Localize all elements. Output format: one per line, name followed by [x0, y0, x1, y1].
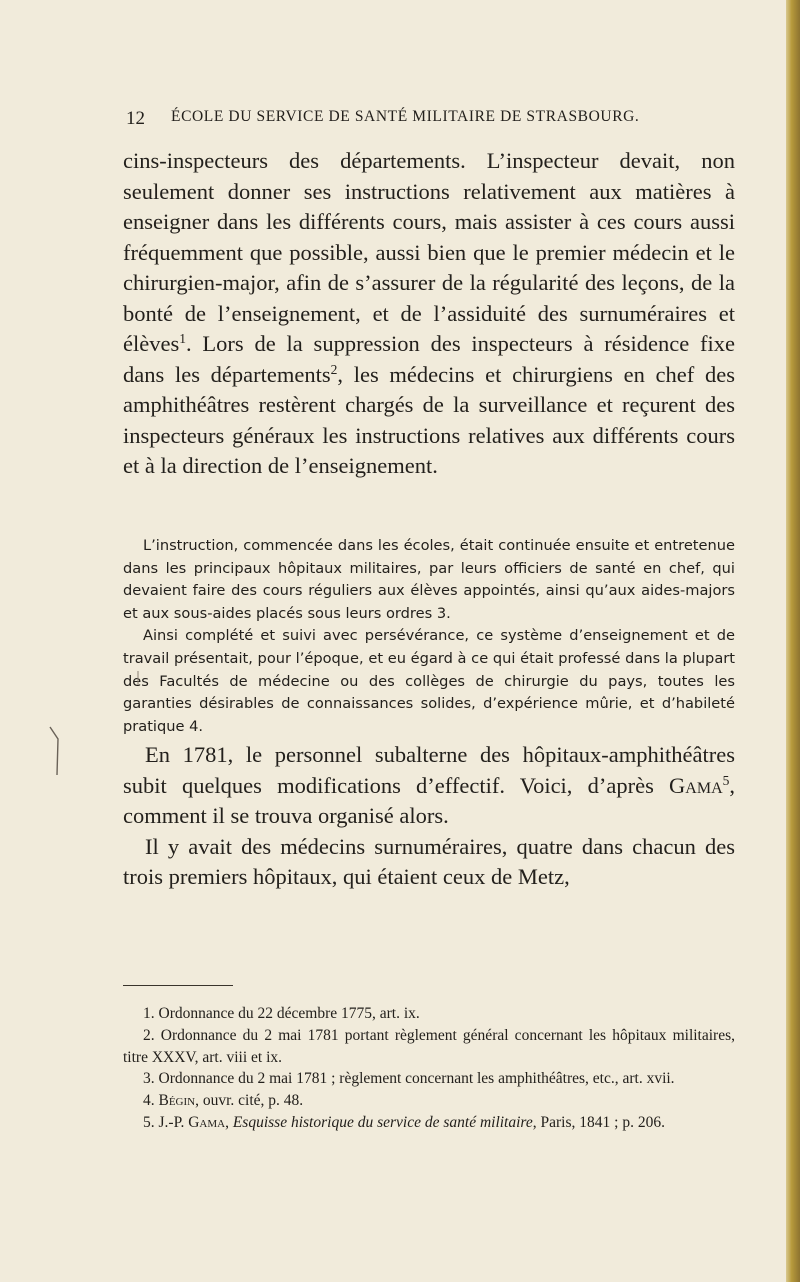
paragraph-text: . Lors de la suppression des inspecteurs à résidence fixe dans les départements — [123, 331, 735, 387]
footnote-1: 1. Ordonnance du 22 décembre 1775, art. ix. — [143, 1005, 420, 1022]
footnote-ref-4[interactable]: 4 — [189, 717, 199, 735]
footnote-2: 2. Ordonnance du 2 mai 1781 portant règlement général concernant les hôpitaux militaires, titre XXXV, art. viii et ix. — [123, 1026, 735, 1066]
page-number: 12 — [126, 108, 145, 129]
footnote-4: 4. Bégin, ouvr. cité, p. 48. — [143, 1092, 304, 1110]
pencil-tick-mark — [136, 671, 140, 685]
main-paragraph-1 — [123, 146, 735, 482]
small-print-block: L’instruction, commencée dans les écoles, était continuée ensuite et entretenue dans les principaux hôpitaux militaires, par leurs officiers de santé en chef, qui devaient faire des cours réguliers aux élèves appointés, ainsi qu’aux aides-majors et aux sous-aides placés sous leurs ordres 3. Ainsi complété et suivi avec persévérance, ce système d’enseignement et de travail présentait, pour l’époque, et eu égard à ce qui était professé dans la plupart des Facultés de médecine ou des collèges de chirurgie du pays, toutes les garanties désirables de connaissances solides, d’expérience mûrie, et d’habileté pratique 4. — [123, 537, 735, 735]
small-print-paragraph-2: Ainsi complété et suivi avec persévérance, ce système d’enseignement et de travail présentait, pour l’époque, et eu égard à ce qui était professé dans la plupart des Facultés de médecine ou des collèges de chirurgie du pays, toutes les garanties désirables de connaissances solides, d’expérience mûrie, et d’habileté pratique — [123, 627, 735, 735]
footnote-ref-2[interactable]: 2 — [330, 361, 338, 377]
footnote-separator — [123, 985, 233, 986]
small-print-paragraph-1: L’instruction, commencée dans les écoles, était continuée ensuite et entretenue dans les principaux hôpitaux militaires, par leurs officiers de santé en chef, qui devaient faire des cours réguliers aux élèves appointés, ainsi qu’aux aides-majors et aux sous-aides placés sous leurs ordres — [123, 537, 735, 622]
paragraph-text: En 1781, le personnel subalterne des hôpitaux-amphithéâtres subit quelques modifications d’effectif. Voici, d’après — [123, 742, 735, 798]
page-gutter-edge — [786, 0, 800, 1282]
footnotes — [123, 1003, 735, 1134]
footnote-3: 3. Ordonnance du 2 mai 1781 ; règlement concernant les amphithéâtres, etc., art. xvii. — [143, 1070, 675, 1088]
main-paragraphs-2 — [123, 740, 735, 893]
footnote-ref-1[interactable]: 1 — [179, 330, 186, 346]
paragraph-text: Il y avait des médecins surnuméraires, quatre dans chacun des trois premiers hôpitaux, qui étaient ceux de Metz, — [123, 833, 735, 890]
footnote-5: 5. J.-P. Gama, Esquisse historique du service de santé militaire, Paris, 1841 ; p. 206. — [143, 1113, 665, 1131]
paragraph-text: , les médecins et chirurgiens en chef des amphithéâtres restèrent chargés de la surveillance et reçurent des inspecteurs généraux les instructions relatives aux différents cours et à la direction de l’enseignement. — [123, 361, 735, 478]
paragraph-text: , comment il se trouva organisé alors. — [123, 772, 736, 829]
paragraph-text: cins-inspecteurs des départements. L’inspecteur devait, non seulement donner ses instructions relativement aux matières à enseigner dans les différents cours, mais assister à ces cours aussi fréquemment que possible, aussi bien que le premier médecin et le chirurgien-major, afin de s’assurer de la régularité des leçons, de la bonté de l’enseignement, et de l’assiduité des surnuméraires et élèves — [123, 148, 735, 356]
running-title: ÉCOLE DU SERVICE DE SANTÉ MILITAIRE DE STRASBOURG. — [171, 108, 640, 125]
pencil-margin-mark — [48, 725, 66, 783]
footnote-ref-5[interactable]: 5 — [722, 772, 730, 788]
author-gama: Gama — [669, 772, 723, 798]
footnote-ref-3[interactable]: 3 — [436, 604, 447, 622]
